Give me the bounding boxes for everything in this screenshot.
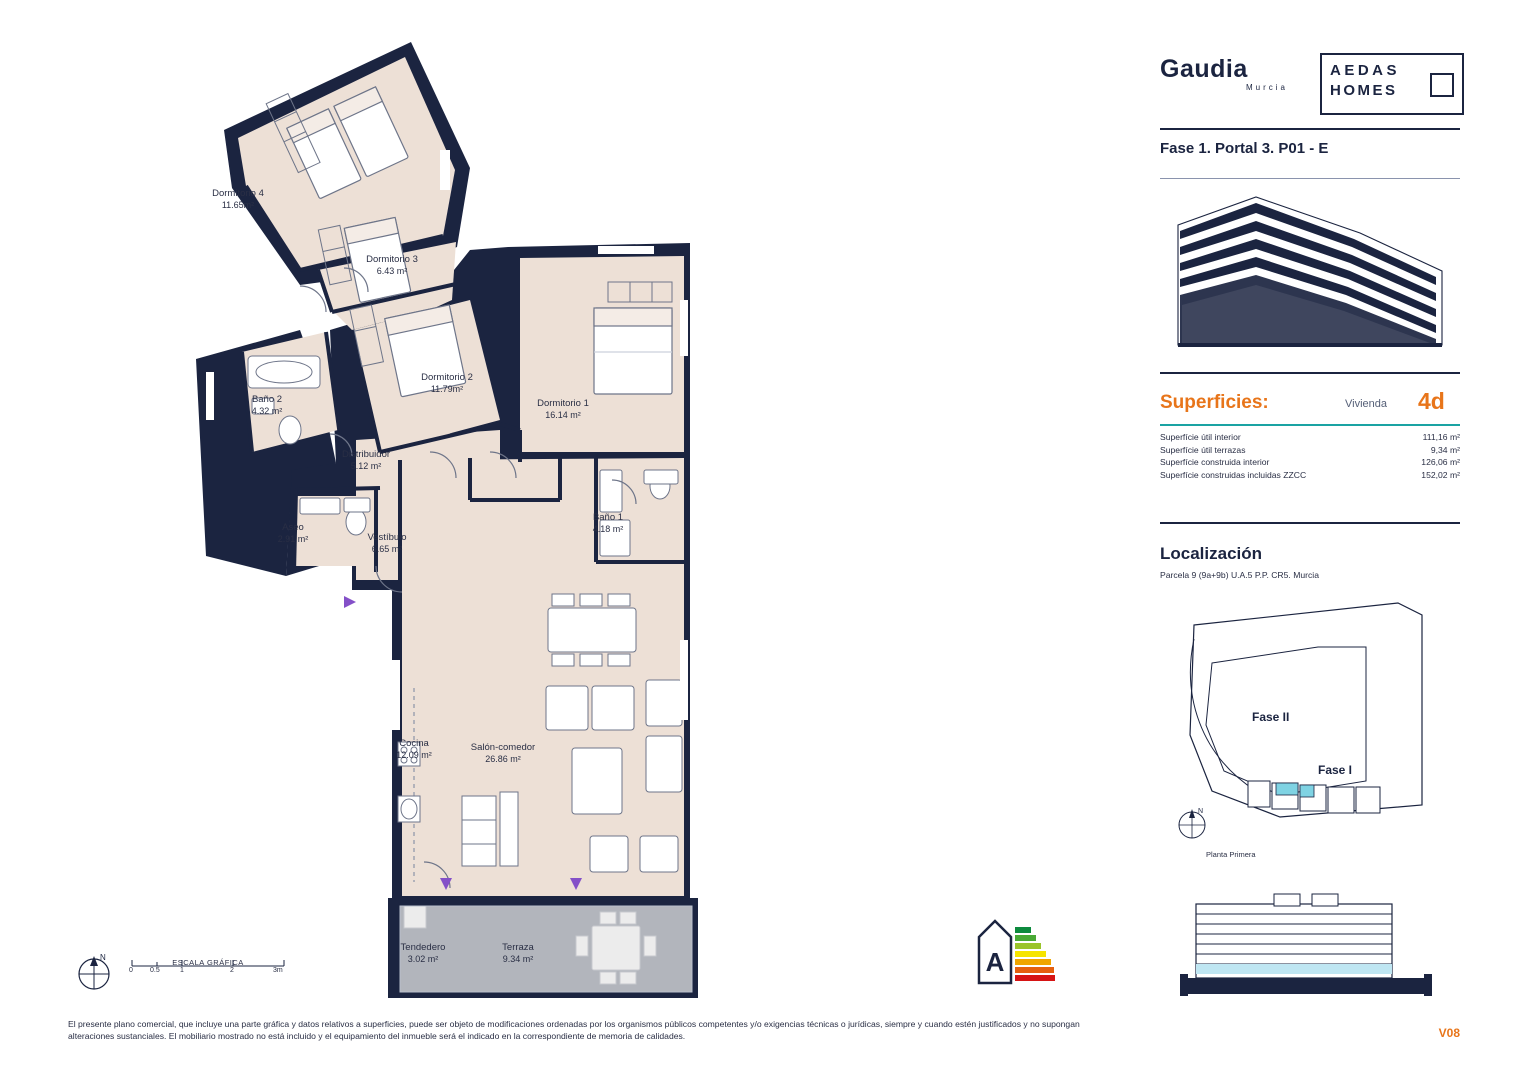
divider [1160, 178, 1460, 179]
scale-tick: 0.5 [150, 967, 160, 974]
site-map [1160, 585, 1460, 860]
info-panel [1160, 0, 1470, 1080]
site-compass-icon [1179, 808, 1205, 838]
disclaimer-text: El presente plano comercial, que incluye una parte gráfica y datos relativos a superficies, puede ser objeto de modificaciones ordenadas por los organismos públicos competentes y/o exigencias técnicas o jurídicas, siempre y cuando estén justificados y no supongan alteraciones sustanciales. El mobiliario mostrado no está incluido y el equipamiento del inmueble será el indicado en la correspondiente de memoria de calidades. [68, 1019, 1080, 1042]
brand-header [1160, 55, 1460, 117]
scale-title: ESCALA GRÁFICA [172, 958, 244, 967]
developer-name-line1: AEDAS [1330, 62, 1401, 79]
dwelling-label: Vivienda [1345, 398, 1387, 410]
scale-tick: 1 [180, 967, 184, 974]
scale-numbers [128, 967, 288, 977]
surface-value: 111,16 m² [1422, 432, 1460, 442]
project-name: Gaudia [1160, 55, 1248, 83]
divider [1160, 372, 1460, 374]
compass-icon [72, 950, 116, 994]
building-illustration [1160, 185, 1460, 360]
svg-text:N: N [1198, 808, 1204, 815]
room-label: Baño 1 4.18 m² [592, 512, 624, 534]
scale-tick: 0 [129, 967, 133, 974]
highlighted-floor [1196, 964, 1392, 974]
floor-label: Planta Primera [1206, 850, 1256, 859]
room-label: Dormitorio 1 16.14 m² [537, 398, 589, 420]
room-label: Cocina 12.09 m² [396, 738, 432, 760]
building-section-illustration [1180, 890, 1440, 1000]
surface-label: Superfície útil terrazas [1160, 444, 1246, 455]
developer-name-line2: HOMES [1330, 82, 1398, 99]
surfaces-title: Superficies: [1160, 392, 1269, 413]
surface-row [1160, 470, 1460, 483]
room-label: Vestíbulo 6.65 m² [367, 532, 407, 554]
dwelling-code: 4d [1418, 388, 1445, 414]
room-label: Terraza 9.34 m² [502, 942, 534, 964]
room-label: Dormitorio 2 11.79m² [421, 372, 473, 394]
room-label: Dormitorio 4 11.65m² [212, 188, 264, 210]
location-title: Localización [1160, 544, 1263, 563]
scale-tick: 3m [273, 967, 283, 974]
highlighted-unit [1276, 783, 1298, 795]
surface-label: Superfície útil interior [1160, 432, 1241, 442]
surface-value: 152,02 m² [1421, 469, 1460, 480]
logo-square-icon [1430, 73, 1454, 97]
scale-tick: 2 [230, 967, 234, 974]
surface-label: Superfície construida interior [1160, 457, 1270, 467]
surface-row [1160, 432, 1460, 445]
site-phase1-label: Fase I [1318, 763, 1353, 777]
divider [1160, 522, 1460, 524]
energy-letter: A [985, 947, 1005, 977]
svg-text:N: N [100, 953, 106, 962]
graphic-scale [128, 958, 288, 977]
surface-value: 9,34 m² [1430, 444, 1460, 455]
developer-logo [1320, 53, 1464, 115]
surface-label: Superfície construidas incluidas ZZCC [1160, 469, 1307, 480]
project-city: Murcia [1246, 83, 1289, 92]
room-label: Salón-comedor 26.86 m² [470, 742, 536, 764]
energy-rating-badge [975, 915, 1055, 990]
surface-value: 126,06 m² [1421, 457, 1460, 467]
divider [1160, 424, 1460, 426]
room-label: Aseo 2.91 m² [277, 522, 309, 544]
site-phase2-label: Fase II [1252, 710, 1290, 724]
room-label: Baño 2 4.32 m² [251, 394, 283, 416]
version-code: V08 [1438, 1026, 1460, 1040]
divider [1160, 128, 1460, 130]
room-label: Dormitorio 3 6.43 m² [366, 254, 418, 276]
phase-title: Fase 1. Portal 3. P01 - E [1160, 140, 1329, 157]
room-label: Distribuidor 5.12 m² [341, 449, 391, 471]
surface-row [1160, 445, 1460, 458]
surfaces-list [1160, 432, 1460, 482]
location-subtitle: Parcela 9 (9a+9b) U.A.5 P.P. CR5. Murcia [1160, 570, 1319, 580]
surface-row [1160, 457, 1460, 470]
room-label: Tendedero 3.02 m² [400, 942, 446, 964]
